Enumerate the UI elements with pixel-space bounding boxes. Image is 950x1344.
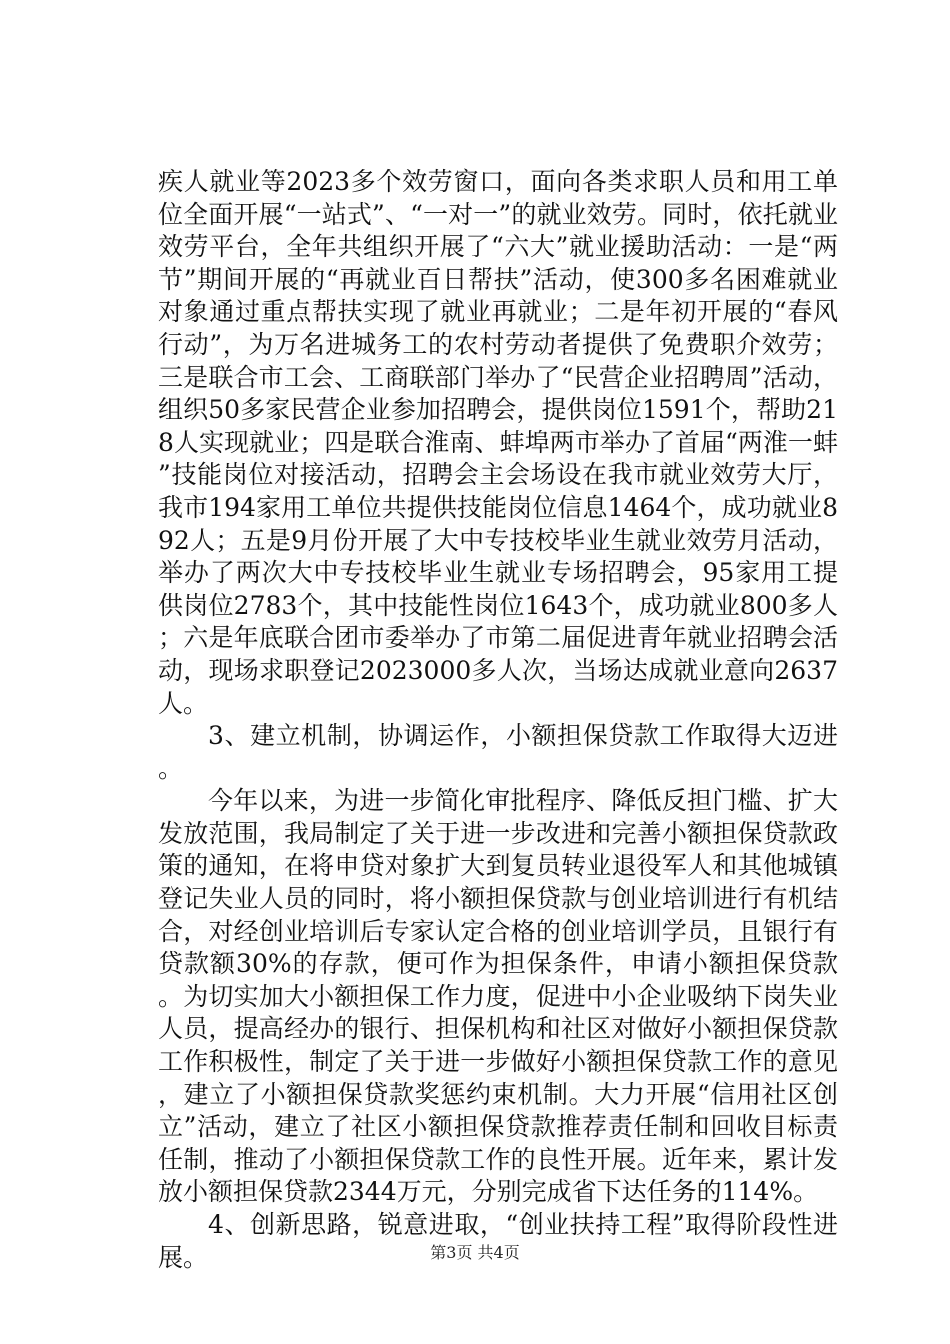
heading-section-3: 3、建立机制，协调运作，小额担保贷款工作取得大迈进。 bbox=[158, 721, 838, 783]
document-body bbox=[158, 166, 838, 1274]
paragraph-small-loans: 今年以来，为进一步简化审批程序、降低反担门槛、扩大发放范围，我局制定了关于进一步改进和完善小额担保贷款政策的通知，在将申贷对象扩大到复员转业退役军人和其他城镇登记失业人员的同时，将小额担保贷款与创业培训进行有机结合，对经创业培训后专家认定合格的创业培训学员，且银行有贷款额30%的存款，便可作为担保条件，申请小额担保贷款。为切实加大小额担保工作力度，促进中小企业吸纳下岗失业人员，提高经办的银行、担保机构和社区对做好小额担保贷款工作积极性，制定了关于进一步做好小额担保贷款工作的意见，建立了小额担保贷款奖惩约束机制。大力开展“信用社区创立”活动，建立了社区小额担保贷款推荐责任制和回收目标责任制，推动了小额担保贷款工作的良性开展。近年来，累计发放小额担保贷款2344万元，分别完成省下达任务的114%。 bbox=[158, 786, 838, 1207]
page-footer: 第3页 共4页 bbox=[430, 1243, 520, 1262]
heading-section-4: 4、创新思路，锐意进取，“创业扶持工程”取得阶段性进展。 bbox=[158, 1210, 838, 1272]
paragraph-employment-services: 疾人就业等2023多个效劳窗口，面向各类求职人员和用工单位全面开展“一站式”、“一对一”的就业效劳。同时，依托就业效劳平台，全年共组织开展了“六大”就业援助活动：一是“两节”期间开展的“再就业百日帮扶”活动，使300多名困难就业对象通过重点帮扶实现了就业再就业；二是年初开展的“春风行动”，为万名进城务工的农村劳动者提供了免费职介效劳；三是联合市工会、工商联部门举办了“民营企业招聘周”活动，组织50多家民营企业参加招聘会，提供岗位1591个，帮助218人实现就业；四是联合淮南、蚌埠两市举办了首届“两淮一蚌”技能岗位对接活动，招聘会主会场设在我市就业效劳大厅，我市194家用工单位共提供技能岗位信息1464个，成功就业892人；五是9月份开展了大中专技校毕业生就业效劳月活动，举办了两次大中专技校毕业生就业专场招聘会，95家用工提供岗位2783个，其中技能性岗位1643个，成功就业800多人；六是年底联合团市委举办了市第二届促进青年就业招聘会活动，现场求职登记2023000多人次，当场达成就业意向2637人。 bbox=[158, 167, 838, 718]
